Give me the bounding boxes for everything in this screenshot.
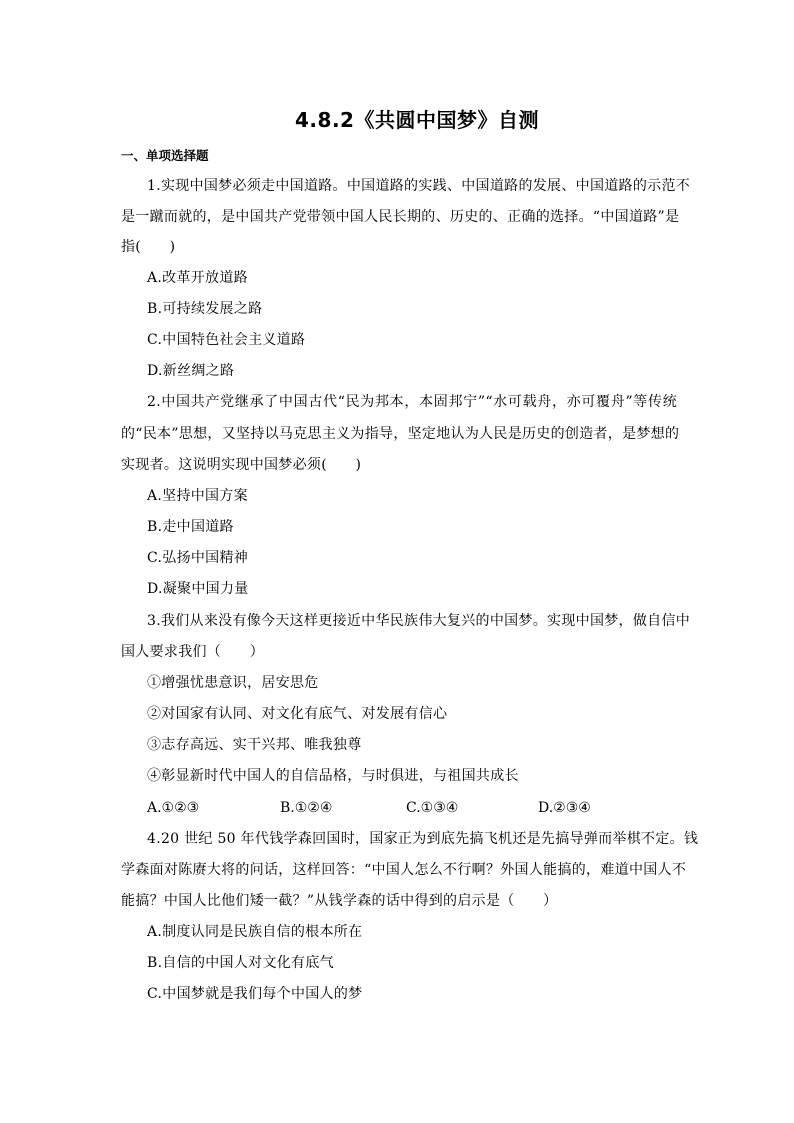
- q1-option-a: A.改革开放道路: [147, 270, 248, 286]
- q3-option-b: B.①②④: [280, 800, 333, 816]
- q1-option-c: C.中国特色社会主义道路: [147, 332, 306, 348]
- q3-option-a: A.①②③: [147, 800, 200, 816]
- q2-stem-line-2: 的“民本”思想，又坚持以马克思主义为指导，坚定地认为人民是历史的创造者，是梦想的: [121, 426, 680, 442]
- q1-option-b: B.可持续发展之路: [147, 301, 263, 317]
- q3-option-d: D.②③④: [538, 800, 591, 816]
- q3-statement-4: ④彰显新时代中国人的自信品格，与时俱进，与祖国共成长: [147, 768, 519, 784]
- q1-stem-line-2: 是一蹴而就的，是中国共产党带领中国人民长期的、历史的、正确的选择。“中国道路”是: [121, 209, 680, 225]
- q1-stem-line-1: 1.实现中国梦必须走中国道路。中国道路的实践、中国道路的发展、中国道路的示范不: [147, 178, 691, 194]
- q2-option-a: A.坚持中国方案: [147, 488, 248, 504]
- q3-option-c: C.①③④: [406, 800, 459, 816]
- section-heading: 一、单项选择题: [121, 148, 209, 163]
- page-title: 4.8.2《共圆中国梦》自测: [295, 108, 539, 132]
- q2-stem-line-3: 实现者。这说明实现中国梦必须( ): [121, 457, 362, 473]
- q3-statement-2: ②对国家有认同、对文化有底气、对发展有信心: [147, 706, 448, 722]
- q4-stem-line-2: 学森面对陈赓大将的问话，这样回答：“中国人怎么不行啊？外国人能搞的，难道中国人不: [121, 862, 687, 878]
- q4-stem-line-3: 能搞？中国人比他们矮一截？”从钱学森的话中得到的启示是（ ）: [121, 893, 558, 909]
- q4-option-b: B.自信的中国人对文化有底气: [147, 955, 334, 971]
- q2-stem-line-1: 2.中国共产党继承了中国古代“民为邦本，本固邦宁”“水可载舟，亦可覆舟”等传统: [147, 394, 677, 410]
- q2-option-b: B.走中国道路: [147, 519, 234, 535]
- q4-stem-line-1: 4.20 世纪 50 年代钱学森回国时，国家正为到底先搞飞机还是先搞导弹而举棋不定。钱: [147, 831, 699, 847]
- q1-option-d: D.新丝绸之路: [147, 363, 235, 379]
- q3-statement-3: ③志存高远、实干兴邦、唯我独尊: [147, 737, 362, 753]
- q4-option-a: A.制度认同是民族自信的根本所在: [147, 924, 363, 940]
- q3-stem-line-1: 3.我们从来没有像今天这样更接近中华民族伟大复兴的中国梦。实现中国梦，做自信中: [147, 613, 691, 629]
- q3-statement-1: ①增强忧患意识，居安思危: [147, 675, 319, 691]
- q2-option-d: D.凝聚中国力量: [147, 581, 249, 597]
- q4-option-c: C.中国梦就是我们每个中国人的梦: [147, 986, 363, 1002]
- q1-stem-line-3: 指( ): [121, 239, 176, 255]
- q2-option-c: C.弘扬中国精神: [147, 550, 249, 566]
- q3-stem-line-2: 国人要求我们（ ）: [121, 644, 264, 660]
